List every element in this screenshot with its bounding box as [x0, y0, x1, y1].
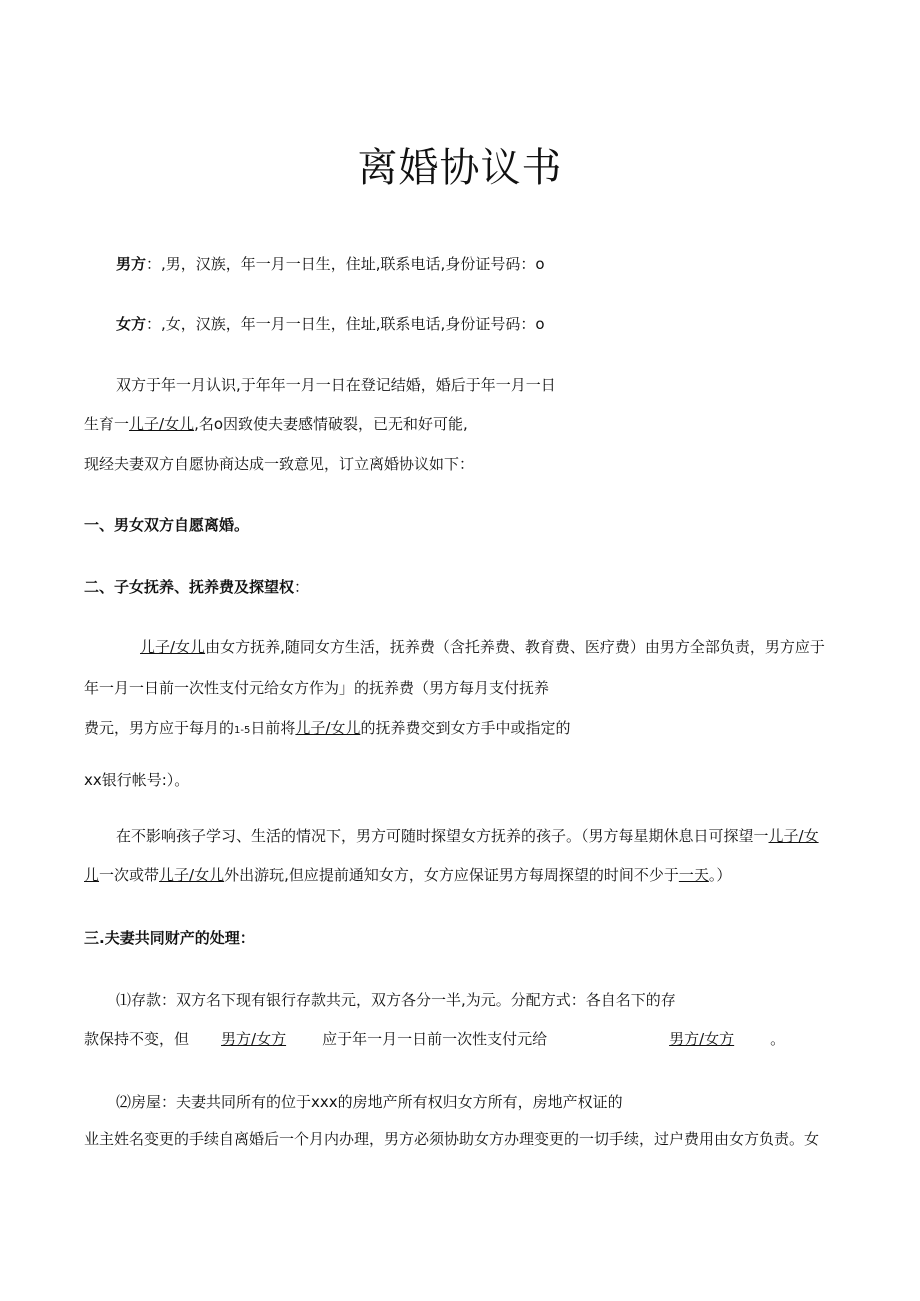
- section-3-heading: 三.夫妻共同财产的处理：: [84, 929, 255, 947]
- intro-line-2-post: ,名o因致使夫妻感情破裂，已无和好可能,: [194, 415, 468, 433]
- visitation-line-2-mid: 一次或带: [99, 866, 160, 884]
- section-2-heading-line: [84, 577, 309, 597]
- house-line-1: ⑵房屋：夫妻共同所有的位于xxx的房地产所有权归女方所有，房地产权证的: [116, 1093, 623, 1111]
- custody-line-1: [140, 637, 825, 657]
- deposit-line-2-pre: 款保持不变，但: [84, 1030, 190, 1048]
- intro-line-1: 双方于年一月认识,于年年一月一日在登记结婚，婚后于年一月一日: [116, 376, 556, 394]
- custody-line-3-mid: 日前将: [250, 719, 296, 737]
- custody-line-1-text: 由女方抚养,随同女方生活，抚养费（含托养费、教育费、医疗费）由男方全部负责，男方应于: [205, 638, 825, 656]
- female-party-line: [116, 314, 545, 334]
- deposit-line-2: [84, 1029, 785, 1049]
- male-details: ：,男，汉族，年一月一日生，住址,联系电话,身份证号码：o: [146, 255, 545, 273]
- child-placeholder: 儿子/女儿: [140, 638, 206, 656]
- payment-days: 1-5: [234, 725, 251, 736]
- visit-duration: 一天: [678, 866, 709, 884]
- document-title: 离婚协议书: [357, 145, 563, 191]
- child-placeholder: 儿子/女儿: [295, 719, 361, 737]
- payee-placeholder: 男方/女方: [669, 1030, 735, 1048]
- visitation-line-1-text: 在不影响孩子学习、生活的情况下，男方可随时探望女方抚养的孩子。（男方每星期休息日可探望一: [116, 827, 769, 845]
- visitation-line-2-end: 。）: [708, 866, 732, 884]
- custody-line-4: xx银行帐号:）。: [84, 771, 190, 789]
- intro-line-3: 现经夫妻双方自愿协商达成一致意见，订立离婚协议如下：: [84, 455, 475, 473]
- custody-line-3: [84, 718, 570, 741]
- child-placeholder-end: 儿: [84, 866, 100, 884]
- visitation-line-2-rest: 外出游玩,但应提前通知女方，女方应保证男方每周探望的时间不少于: [224, 866, 679, 884]
- intro-line-2: [84, 414, 468, 434]
- payer-placeholder: 男方/女方: [221, 1030, 287, 1048]
- custody-line-3-post: 的抚养费交到女方手中或指定的: [360, 719, 571, 737]
- child-placeholder: 儿子/女儿: [129, 415, 195, 433]
- child-placeholder: 儿子/女: [768, 827, 819, 845]
- intro-line-2-pre: 生育一: [84, 415, 130, 433]
- deposit-line-2-mid: 应于年一月一日前一次性支付元给: [322, 1030, 548, 1048]
- deposit-line-2-end: 。: [770, 1030, 786, 1048]
- male-label: 男方: [116, 255, 147, 273]
- deposit-line-1: ⑴存款：双方名下现有银行存款共元，双方各分一半,为元。分配方式：各自名下的存: [116, 991, 676, 1009]
- visitation-line-2: [84, 865, 731, 885]
- section-2-colon: ：: [294, 578, 310, 596]
- custody-line-2: 年一月一日前一次性支付元给女方作为」的抚养费（男方每月支付抚养: [84, 679, 550, 697]
- female-details: ：,女，汉族，年一月一日生，住址,联系电话,身份证号码：o: [146, 315, 545, 333]
- visitation-line-1: [116, 826, 819, 846]
- custody-line-3-pre: 费元，男方应于每月的: [84, 719, 235, 737]
- section-1-heading: 一、男女双方自愿离婚。: [84, 516, 250, 534]
- child-placeholder: 儿子/女儿: [159, 866, 225, 884]
- house-line-2: 业主姓名变更的手续自离婚后一个月内办理，男方必须协助女方办理变更的一切手续，过户费用由女方负责。女: [84, 1130, 820, 1148]
- female-label: 女方: [116, 315, 147, 333]
- section-2-heading: 二、子女抚养、抚养费及探望权: [84, 578, 295, 596]
- male-party-line: [116, 254, 545, 274]
